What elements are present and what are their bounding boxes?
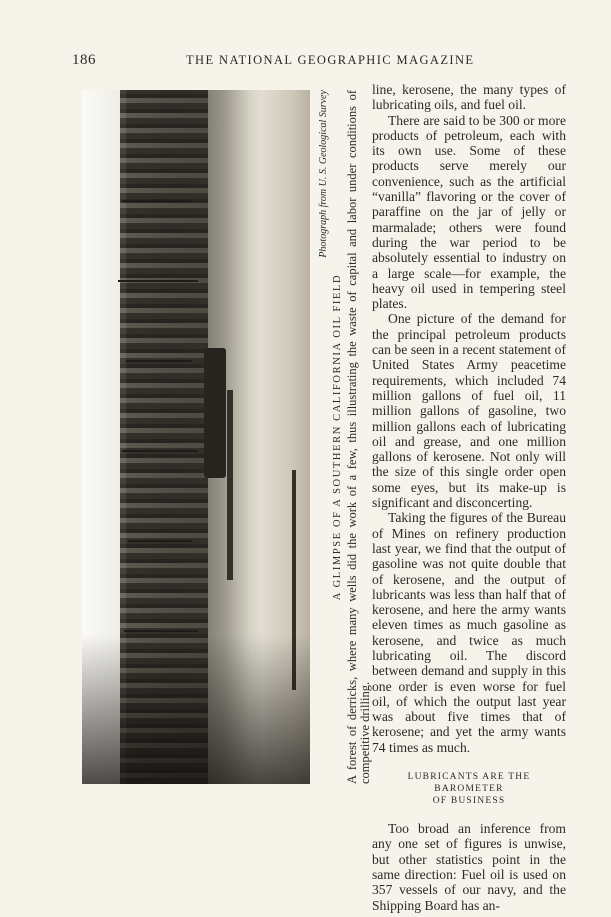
- photo-derrick: [122, 200, 192, 202]
- page-header: [0, 52, 611, 74]
- figure-caption: [316, 90, 372, 784]
- subheading-line: OF BUSINESS: [432, 796, 506, 807]
- photo-credit: Photograph from U. S. Geological Survey: [318, 90, 329, 258]
- paragraph: line, kerosene, the many types of lubricating oils, and fuel oil.: [372, 82, 566, 113]
- photo-derrick: [126, 360, 192, 362]
- photo-storage-tank: [204, 348, 226, 478]
- paragraph: One picture of the demand for the principal petroleum products can be seen in a recent statement of United States Army peacetime requirements, which included 74 million gallons of fuel oil, 11 million gallons of gasoline, two million gallons each of lubricating oil and grease, and one million gallons of kerosene. Not only will the size of this single order open some eyes, but its make-up is significant and disconcerting.: [372, 311, 566, 511]
- paragraph: There are said to be 300 or more products of petroleum, each with its own use. Some of these products serve merely our convenience, such as the artificial “vanilla” flavoring or the cover of paraffine on the jar of jelly or marmalade; others were found during the war period to be absolutely essential to industry on a large scale—for example, the heavy oil used in tempering steel plates.: [372, 112, 566, 312]
- article-column: [372, 82, 566, 913]
- figure-title: A GLIMPSE OF A SOUTHERN CALIFORNIA OIL FIELD: [332, 273, 343, 601]
- photo-derrick: [128, 540, 192, 542]
- oil-field-photograph: [82, 90, 310, 784]
- paragraph: Too broad an inference from any one set of figures is unwise, but other statistics point in the same direction: Fuel oil is used on 357 vessels of our navy, and the Shipping Board has an-: [372, 821, 566, 913]
- section-subheading: [372, 771, 566, 807]
- figure-caption-text: A forest of derricks, where many wells did the work of a few, thus illustrating the waste of capital and labor under conditions of competitive drilling.: [345, 90, 372, 784]
- photo-pipeline: [227, 390, 233, 580]
- page-number: 186: [72, 52, 96, 68]
- running-head: THE NATIONAL GEOGRAPHIC MAGAZINE: [186, 53, 475, 67]
- photo-foreground: [82, 634, 310, 784]
- photo-derrick: [122, 450, 198, 452]
- photo-derrick: [124, 630, 198, 632]
- subheading-line: LUBRICANTS ARE THE BAROMETER: [407, 772, 531, 795]
- paragraph: Taking the figures of the Bureau of Mines on refinery production last year, we find that the output of gasoline was not quite double that of kerosene, and the output of lubricants was less than half that of kerosene, and here the army wants eleven times as much gasoline as kerosene, and twice as much lubricating oil. The discord between demand and supply in this one order is even worse for fuel oil, of which the output last year was about five times that of kerosene; and yet the army wants 74 times as much.: [372, 510, 566, 755]
- photo-derrick: [118, 280, 198, 282]
